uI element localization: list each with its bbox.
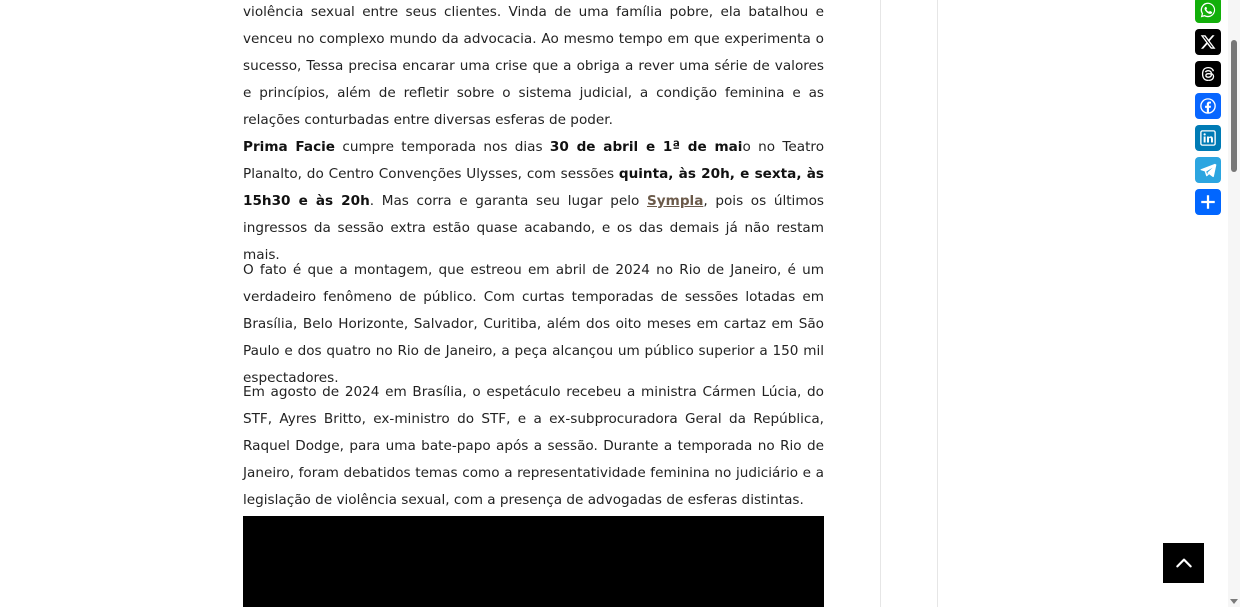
play-dates: 30 de abril e 1ª de mai bbox=[549, 139, 743, 155]
x-icon bbox=[1199, 33, 1217, 51]
scroll-down-arrow-icon[interactable] bbox=[1230, 599, 1238, 604]
article-paragraph-1: violência sexual entre seus clientes. Vinda de uma família pobre, ela batalhou e venceu no complexo mundo da advocacia. Ao mesmo tempo em que experimenta o sucesso, Tessa precisa encarar uma crise que a obriga a rever uma série de valores e princípios, além de refletir sobre o sistema judicial, a condição feminina e as relações conturbadas entre diversas esferas de poder. bbox=[243, 4, 824, 128]
linkedin-share-button[interactable] bbox=[1195, 125, 1221, 151]
telegram-icon bbox=[1199, 161, 1217, 179]
paragraph-2-text-3: . Mas corra e garanta seu lugar pelo bbox=[369, 193, 647, 209]
embedded-video[interactable] bbox=[243, 516, 824, 607]
facebook-share-button[interactable] bbox=[1195, 93, 1221, 119]
threads-share-button[interactable] bbox=[1195, 61, 1221, 87]
article-paragraph-2 bbox=[243, 134, 824, 269]
paragraph-2-text-1: cumpre temporada nos dias bbox=[335, 139, 550, 155]
sidebar-divider bbox=[937, 0, 938, 607]
session-times: quinta, às 20h, e sexta, às 15h30 e às 20h bbox=[243, 166, 824, 209]
back-to-top-button[interactable] bbox=[1163, 543, 1204, 583]
column-divider bbox=[880, 0, 881, 607]
paragraph-2-text-2: o no Teatro Planalto, do Centro Convenções Ulysses, com sessões bbox=[243, 139, 825, 182]
telegram-share-button[interactable] bbox=[1195, 157, 1221, 183]
vertical-scrollbar[interactable] bbox=[1228, 0, 1240, 607]
whatsapp-share-button[interactable] bbox=[1195, 0, 1221, 23]
floating-share-bar bbox=[1195, 0, 1222, 221]
scrollbar-thumb[interactable] bbox=[1231, 40, 1237, 172]
play-title: Prima Facie bbox=[243, 139, 336, 155]
linkedin-icon bbox=[1199, 129, 1217, 147]
share-plus-icon bbox=[1199, 193, 1217, 211]
whatsapp-icon bbox=[1199, 1, 1217, 19]
x-share-button[interactable] bbox=[1195, 29, 1221, 55]
paragraph-2-text-4: , pois os últimos ingressos da sessão extra estão quase acabando, e os das demais já não restam mais. bbox=[243, 193, 824, 263]
threads-icon bbox=[1199, 65, 1217, 83]
article-paragraph-3: O fato é que a montagem, que estreou em abril de 2024 no Rio de Janeiro, é um verdadeiro fenômeno de público. Com curtas temporadas de sessões lotadas em Brasília, Belo Horizonte, Salvador, Curitiba, além dos oito meses em cartaz em São Paulo e dos quatro no Rio de Janeiro, a peça alcançou um público superior a 150 mil espectadores. bbox=[243, 262, 824, 386]
facebook-icon bbox=[1199, 97, 1217, 115]
article-paragraph-4: Em agosto de 2024 em Brasília, o espetáculo recebeu a ministra Cármen Lúcia, do STF, Ayres Britto, ex-ministro do STF, e a ex-subprocuradora Geral da República, Raquel Dodge, para uma bate-papo após a sessão. Durante a temporada no Rio de Janeiro, foram debatidos temas como a representatividade feminina no judiciário e a legislação de violência sexual, com a presença de advogadas de esferas distintas. bbox=[243, 384, 824, 508]
chevron-up-icon bbox=[1174, 553, 1194, 573]
more-share-button[interactable] bbox=[1195, 189, 1221, 215]
sympla-link[interactable]: Sympla bbox=[647, 193, 704, 209]
